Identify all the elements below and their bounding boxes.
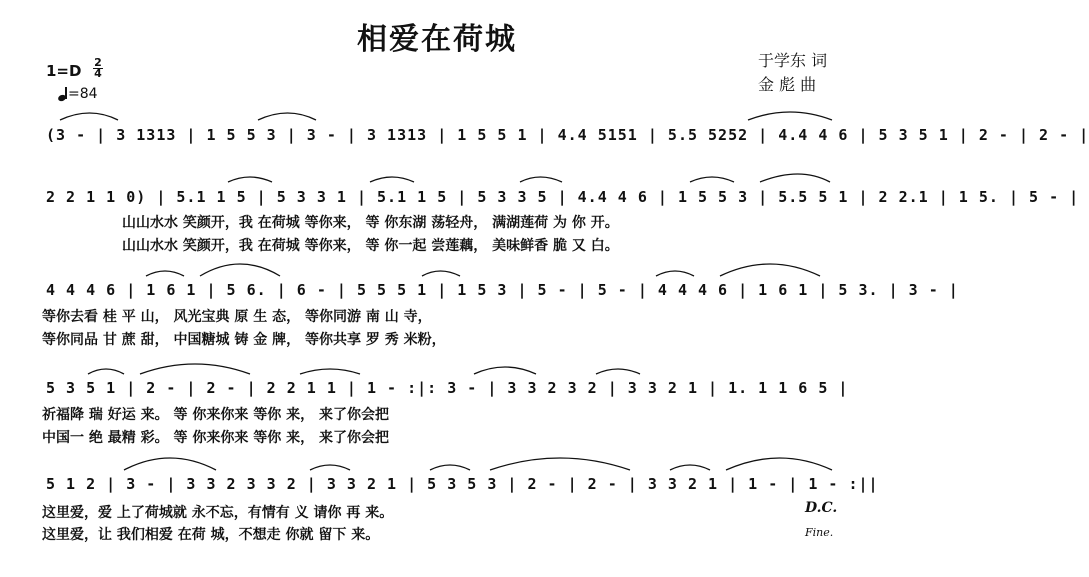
lyric-verse-1: 祈福降 瑞 好运 来。 等 你来你来 等你 来， 来了你会把 bbox=[42, 407, 389, 423]
da-capo-marking: D.C. bbox=[805, 500, 838, 516]
score-system-2: 2 2 1 1 0) | 5.1 1 5 | 5 3 3 1 | 5.1 1 5 | 5 3 3 5 | 4.4 4 6 | 1 5 5 3 | 5.5 5 1 | 2 2.1 | 1 5. | 5 - | bbox=[46, 188, 1080, 206]
fine-marking: Fine. bbox=[805, 526, 834, 539]
time-signature-bottom: 4 bbox=[94, 67, 102, 80]
slur bbox=[370, 177, 414, 182]
score-system-4: 5 3 5 1 | 2 - | 2 - | 2 2 1 1 | 1 - :|: 3 - | 3 3 2 3 2 | 3 3 2 1 | 1. 1 1 6 5 | bbox=[46, 379, 849, 397]
score-system-3: 4 4 4 6 | 1 6 1 | 5 6. | 6 - | 5 5 5 1 | 1 5 3 | 5 - | 5 - | 4 4 4 6 | 1 6 1 | 5 3. | 3 - | bbox=[46, 281, 959, 299]
slur bbox=[88, 369, 124, 374]
slur bbox=[656, 271, 694, 276]
slur bbox=[430, 465, 470, 470]
time-signature-top: 2 bbox=[94, 56, 102, 69]
slur bbox=[748, 112, 832, 120]
slur bbox=[146, 271, 184, 276]
lyric-verse-2: 等你同品 甘 蔗 甜， 中国糖城 铸 金 牌， 等你共享 罗 秀 米粉， bbox=[42, 332, 446, 348]
key-signature: 1=D bbox=[46, 62, 82, 80]
slur bbox=[310, 465, 350, 470]
slur bbox=[690, 177, 734, 182]
slur bbox=[670, 465, 710, 470]
slur bbox=[520, 177, 562, 182]
score-system-5: 5 1 2 | 3 - | 3 3 2 3 3 2 | 3 3 2 1 | 5 3 5 3 | 2 - | 2 - | 3 3 2 1 | 1 - | 1 - :|| bbox=[46, 475, 879, 493]
lyric-verse-1: 这里爱，爱 上了荷城就 永不忘，有情有 义 请你 再 来。 bbox=[42, 505, 394, 521]
slur bbox=[760, 174, 830, 182]
slur bbox=[474, 367, 536, 374]
slur bbox=[124, 458, 216, 470]
song-title: 相爱在荷城 bbox=[357, 22, 517, 57]
slur bbox=[258, 113, 316, 120]
lyricist-credit: 于学东 词 bbox=[758, 51, 828, 70]
slur bbox=[596, 369, 640, 374]
lyric-verse-2: 这里爱，让 我们相爱 在荷 城，不想走 你就 留下 来。 bbox=[42, 527, 380, 543]
slur bbox=[140, 364, 250, 374]
slur bbox=[490, 458, 630, 470]
slur bbox=[300, 369, 360, 374]
slur bbox=[726, 458, 832, 470]
slur bbox=[200, 264, 280, 276]
lyric-verse-2: 山山水水 笑颜开，我 在荷城 等你来， 等 你一起 尝莲藕， 美味鲜香 脆 又 白。 bbox=[122, 238, 619, 254]
lyric-verse-1: 山山水水 笑颜开，我 在荷城 等你来， 等 你东湖 荡轻舟， 满湖莲荷 为 你 开。 bbox=[122, 215, 619, 231]
slur bbox=[60, 113, 118, 120]
composer-credit: 金 彪 曲 bbox=[758, 75, 817, 94]
tempo-value: =84 bbox=[68, 86, 98, 102]
slur bbox=[422, 271, 460, 276]
slur bbox=[720, 264, 820, 276]
lyric-verse-2: 中国一 绝 最精 彩。 等 你来你来 等你 来， 来了你会把 bbox=[42, 430, 389, 446]
score-system-1: (3 - | 3 1313 | 1 5 5 3 | 3 - | 3 1313 | 1 5 5 1 | 4.4 5151 | 5.5 5252 | 4.4 4 6 | 5 3 5 1 | 2 - | 2 - | bbox=[46, 126, 1089, 144]
lyric-verse-1: 等你去看 桂 平 山， 风光宝典 原 生 态， 等你同游 南 山 寺， bbox=[42, 309, 432, 325]
slur bbox=[228, 177, 272, 182]
